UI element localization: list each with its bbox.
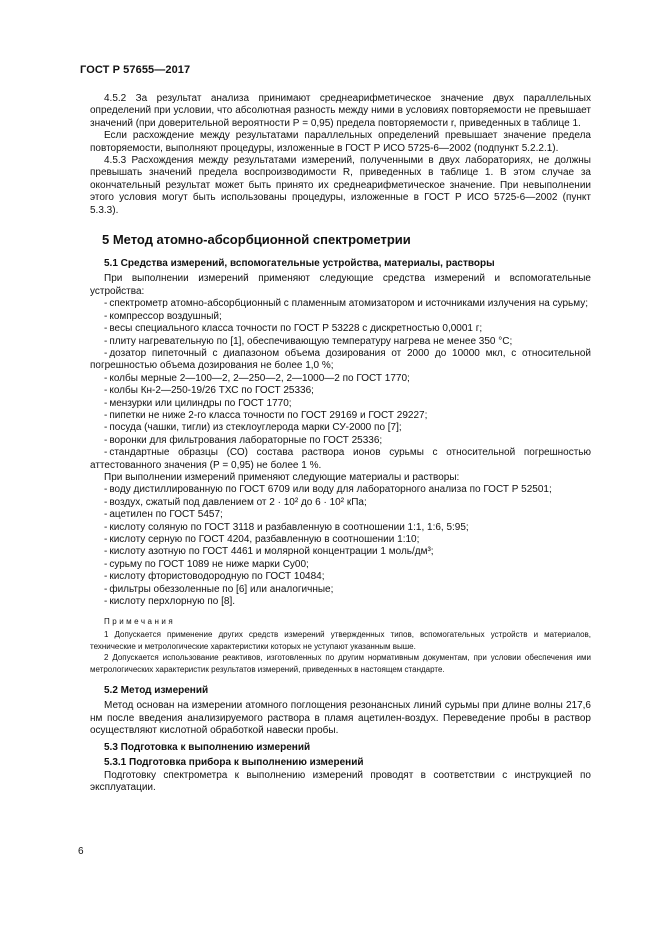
list-item: - спектрометр атомно-абсорбционный с пламенным атомизатором и источниками излучения на сурьму; xyxy=(104,298,589,310)
paragraph-4-5-2-continued: Если расхождение между результатами параллельных определений превышает значение предела повторяемости, выполняют процедуры, изложенные в ГОСТ Р ИСО 5725-6—2002 (подпункт 5.2.2.1). xyxy=(90,130,591,154)
standard-header: ГОСТ Р 57655—2017 xyxy=(80,64,191,76)
list-item: - весы специального класса точности по ГОСТ Р 53228 с дискретностью 0,0001 г; xyxy=(104,323,483,335)
materials-list xyxy=(90,484,591,608)
paragraph-4-5-3: 4.5.3 Расхождения между результатами измерений, полученными в двух лабораториях, не должны превышать значений предела воспроизводимости R, приведенных в таблице 1. В этом случае за окончательный результат может быть принято их среднеарифметическое значение. При невыполнении этого условия могут быть использованы процедуры, изложенные в ГОСТ Р ИСО 5725-6—2002 (пункт 5.3.3). xyxy=(90,155,591,216)
paragraph-5-2: Метод основан на измерении атомного поглощения резонансных линий сурьмы при длине волны 217,6 нм после введения анализируемого раствора в пламя ацетилен-воздух. Переведение пробы в раствор осуществляют кислотной обработкой навески пробы. xyxy=(90,700,591,737)
list-item: - плиту нагревательную по [1], обеспечивающую температуру нагрева не менее 350 °С; xyxy=(104,335,513,347)
subsection-5-3-1-heading: 5.3.1 Подготовка прибора к выполнению измерений xyxy=(104,757,364,769)
subsection-5-1-heading: 5.1 Средства измерений, вспомогательные устройства, материалы, растворы xyxy=(104,258,495,270)
note-2: 2 Допускается использование реактивов, изготовленных по другим нормативным документам, при условии обеспечения ими метрологических характеристик результатов измерений, приведенных в настоящем стандарте. xyxy=(90,653,591,674)
paragraph-5-3-1: Подготовку спектрометра к выполнению измерений проводят в соответствии с инструкцией по эксплуатации. xyxy=(90,769,591,793)
note-1: 1 Допускается применение других средств измерений утвержденных типов, вспомогательных устройств и материалов, технические и метрологические характеристики которых не уступают указанным выше. xyxy=(90,630,591,651)
materials-intro: При выполнении измерений применяют следующие материалы и растворы: xyxy=(104,471,460,483)
equipment-list xyxy=(90,298,591,472)
list-item: - воду дистиллированную по ГОСТ 6709 или воду для лабораторного анализа по ГОСТ Р 52501; xyxy=(104,484,552,496)
subsection-5-3-heading: 5.3 Подготовка к выполнению измерений xyxy=(104,741,311,753)
list-item: - колбы мерные 2—100—2, 2—250—2, 2—1000—2 по ГОСТ 1770; xyxy=(104,372,410,384)
list-item: - ацетилен по ГОСТ 5457; xyxy=(104,509,223,521)
list-item: - кислоту азотную по ГОСТ 4461 и молярной концентрации 1 моль/дм³; xyxy=(104,546,434,558)
subsection-5-2-heading: 5.2 Метод измерений xyxy=(104,685,209,697)
list-item: - сурьму по ГОСТ 1089 не ниже марки Су00; xyxy=(104,558,309,570)
list-item: - компрессор воздушный; xyxy=(104,310,222,322)
list-item: - посуда (чашки, тигли) из стеклоуглерода марки СУ-2000 по [7]; xyxy=(104,422,402,434)
list-item: - дозатор пипеточный с диапазоном объема дозирования от 2000 до 10000 мкл, с относительной погрешностью объема дозирования не более 1,0 %; xyxy=(90,347,591,372)
list-item: - кислоту соляную по ГОСТ 3118 и разбавленную в соотношении 1:1, 1:6, 5:95; xyxy=(104,521,469,533)
list-item: - мензурки или цилиндры по ГОСТ 1770; xyxy=(104,397,292,409)
list-item: - кислоту фтористоводородную по ГОСТ 10484; xyxy=(104,571,325,583)
page-number: 6 xyxy=(78,846,84,857)
list-item: - фильтры обеззоленные по [6] или аналогичные; xyxy=(104,583,334,595)
list-item: - воздух, сжатый под давлением от 2 · 10² до 6 · 10² кПа; xyxy=(104,496,367,508)
list-item: - воронки для фильтрования лабораторные по ГОСТ 25336; xyxy=(104,434,383,446)
equipment-intro: При выполнении измерений применяют следующие средства измерений и вспомогательные устройства: xyxy=(90,273,591,297)
list-item: - кислоту перхлорную по [8]. xyxy=(104,596,236,608)
list-item: - стандартные образцы (СО) состава раствора ионов сурьмы с относительной погрешностью аттестованного значения (Р = 0,95) не более 1 %. xyxy=(90,447,591,471)
section-5-heading: 5 Метод атомно-абсорбционной спектрометрии xyxy=(102,232,411,248)
list-item: - пипетки не ниже 2-го класса точности по ГОСТ 29169 и ГОСТ 29227; xyxy=(104,409,428,421)
list-item: - кислоту серную по ГОСТ 4204, разбавленную в соотношении 1:10; xyxy=(104,534,420,545)
list-item: - колбы Кн-2—250-19/26 ТХС по ГОСТ 25336; xyxy=(104,385,314,397)
notes-heading: Примечания xyxy=(104,617,176,627)
document-body xyxy=(90,93,591,794)
paragraph-4-5-2: 4.5.2 За результат анализа принимают среднеарифметическое значение двух параллельных определений при условии, что абсолютная разность между ними в условиях повторяемости не превышает значений (при доверительной вероятности Р = 0,95) предела повторяемости r, приведенных в таблице 1. xyxy=(90,93,591,129)
